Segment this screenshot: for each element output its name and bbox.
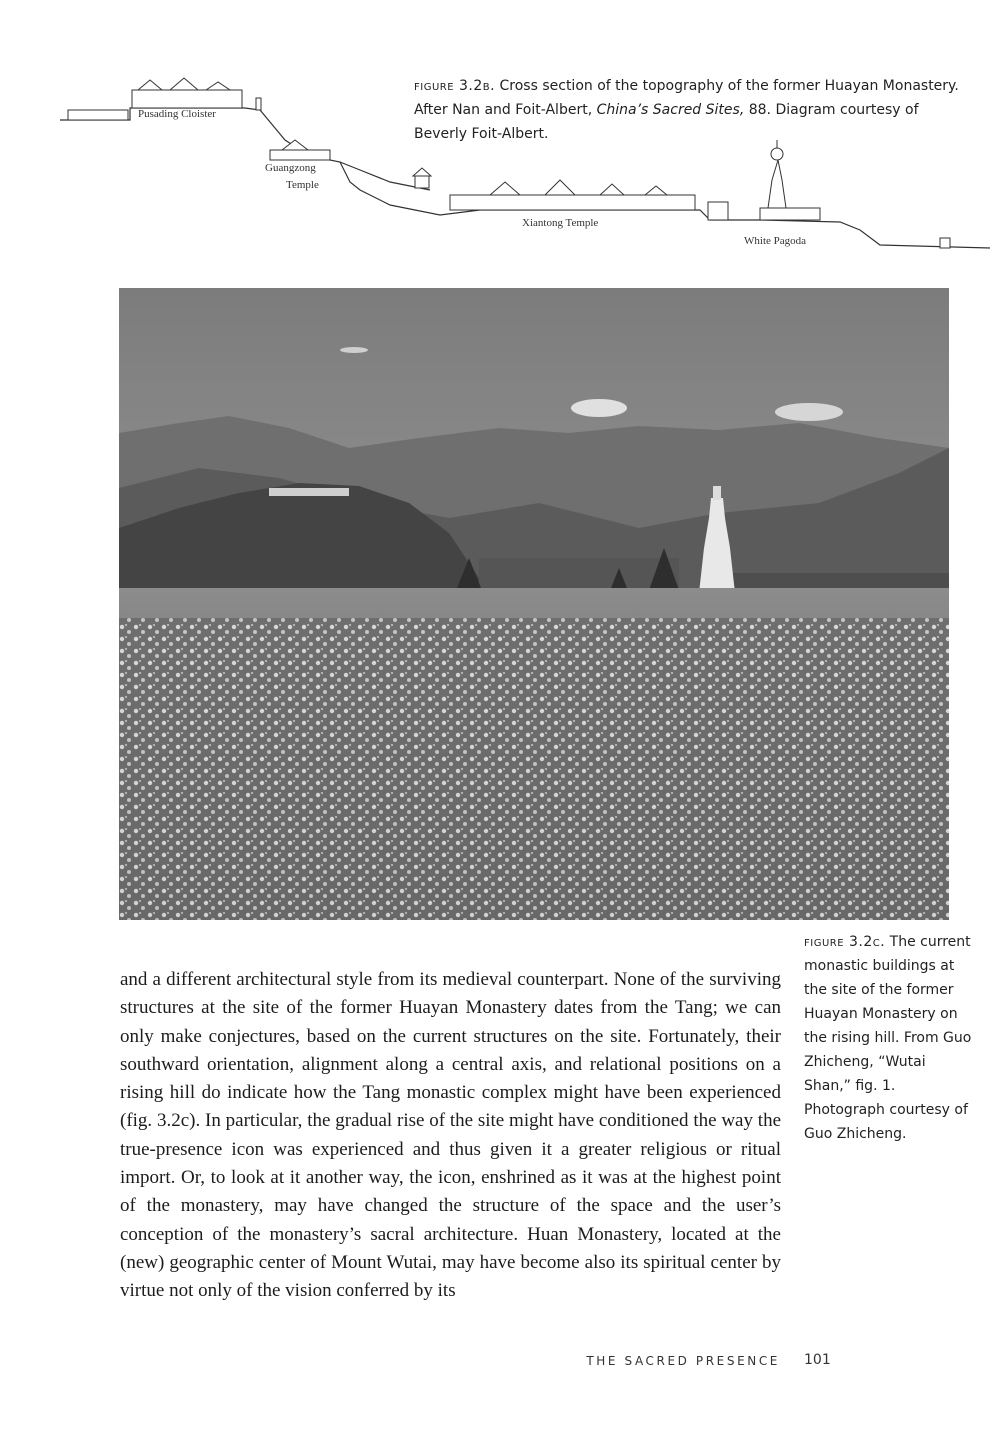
diagram-label-white-pagoda: White Pagoda [744, 235, 807, 247]
body-paragraph: and a different architectural style from its medieval counterpart. None of the surviving structures at the site of the former Huayan Monastery dates from the Tang; we can only make conjectures, based on the current structures on the site. Fortunately, their southward orientation, alignment along a central axis, and relational positions on a rising hill do indicate how the Tang monastic complex might have been experienced (fig. 3.2c). In particular, the gradual rise of the site might have conditioned the way the true-presence icon was experienced and thus given it a greater religious or ritual import. Or, to look at it another way, the icon, enshrined as it was at the highest point of the monastery, may have changed the structure of the space and the user’s conception of the monastery’s sacral architecture. Huan Monastery, located at the (new) geographic center of Mount Wutai, may have become also its spiritual center by virtue not only of the vision conferred by its [120, 969, 781, 1302]
caption-text: Cross section of the topography of the former Huayan Monastery. After Nan and Foit-Albert, [414, 78, 959, 118]
caption-text-end: 88. Diagram courtesy of Beverly Foit-Albert. [414, 102, 919, 142]
figure-caption-3-2b [414, 74, 974, 146]
diagram-label-guangzong-line1: Guangzong [265, 162, 316, 174]
page-number: 101 [804, 1352, 831, 1368]
figure-label: figure 3.2b. [414, 78, 496, 94]
diagram-label-pusading: Pusading Cloister [138, 108, 216, 120]
running-head: THE SACRED PRESENCE [586, 1354, 780, 1368]
diagram-label-xiantong: Xiantong Temple [522, 217, 599, 229]
figure-caption-3-2c [804, 930, 974, 1146]
diagram-label-guangzong-line2: Temple [286, 179, 319, 191]
figure-label: figure 3.2c. [804, 934, 886, 950]
monastery-photograph [119, 288, 949, 920]
caption-text: The current monastic buildings at the site of the former Huayan Monastery on the rising hill. From Guo Zhicheng, “Wutai Shan,” fig. 1. Photograph courtesy of Guo Zhicheng. [804, 934, 972, 1142]
caption-italic-title: China’s Sacred Sites, [596, 102, 745, 118]
